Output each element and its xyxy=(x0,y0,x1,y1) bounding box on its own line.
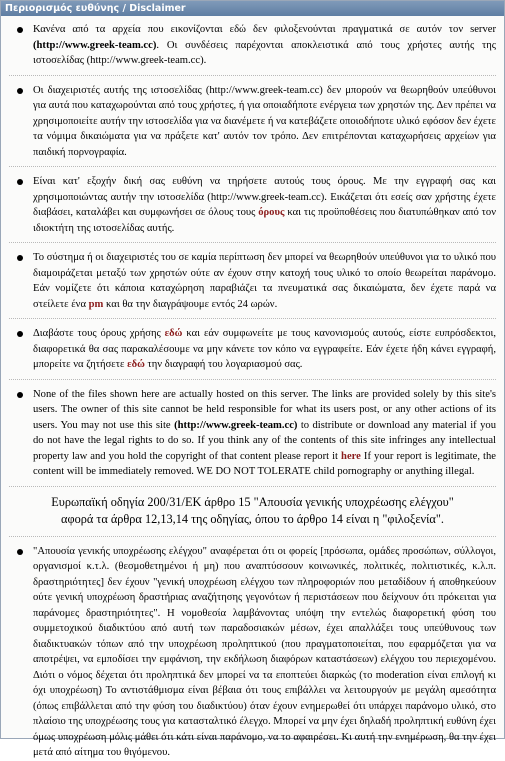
pm-link[interactable]: pm xyxy=(88,298,104,310)
bullet-icon xyxy=(17,27,23,33)
liability-explanation xyxy=(9,544,496,761)
item-text: "Απουσία γενικής υποχρέωσης ελέγχου" αναφέρεται ότι οι φορείς [πρόσωπα, ομάδες προσώπων, σύλλογοι, οργανισμοί κ.τ.λ. (θεσμοθετημένοι ή μη) που αναπτύσσουν κοινωνικές, πολιτικές, πολιτιστικές, κ.λ.π. δραστηριότητες] δεν έχουν "γενική υποχρέωση ελέγχου των πληροφοριών που μεταδίδουν ή αποθηκεύουν ούτε γενική υποχρέωση δραστήριας αναζήτησης γεγονότων ή περιστάσεων που δείχνουν ότι πρόκειται για παράνομες δραστηριότητες". Η νομοθεσία λαμβάνοντας υπόψη την εντελώς διαφορετική φύση του συμμετοχικού διαδικτύου από αυτή των παραδοσιακών μέσων, έχει απαλλάξει τους υπεύθυνους των διαδικτυακών τόπων από την υποχρέωση προληπτικού (που πραγματοποιείται, που εφαρμόζεται για να αποτρέψει, να εμποδίσει την εμφάνιση, την εκδήλωση διαφόρων καταστάσεων) ελέγχου του περιεχομένου. Διότι ο νόμος δέχεται ότι προληπτικά δεν μπορεί να τα εποπτεύει διαρκώς (το moderation είναι επιλογή κι όχι υποχρέωση) Το αντιστάθμισμα είναι βέβαια ότι τους επιβάλλει να λειτουργούν με μεγάλη αμεσότητα (όπως επιβάλλεται από την φύση του διαδικτύου) όταν έχουν ενημερωθεί ότι υπάρχει παράνομο υλικό, στο πλαίσιο της υποχρέωσης τους για κατασταλτικό έλεγχο. Μπορεί να μην έχει δηλαδή προληπτική ευθύνη έχει όμως υποχρέωση μόλις μάθει ότι κάτι είναι παράνομο, να το αφαιρέσει. Κι αυτή την ενημέρωση, θα την έχει μετά από αίτημα του θιγόμενου. xyxy=(33,545,496,758)
item-text: την διαγραφή του λογαριασμού σας. xyxy=(144,359,303,370)
divider xyxy=(9,536,496,537)
panel-title: Περιορισμός ευθύνης / Disclaimer xyxy=(1,1,504,16)
delete-account-link[interactable]: εδώ xyxy=(127,359,145,370)
bullet-icon xyxy=(17,88,23,94)
disclaimer-item xyxy=(9,174,496,236)
site-url-bold: (http://www.greek-team.cc) xyxy=(174,419,298,431)
disclaimer-item xyxy=(9,83,496,161)
item-text: Το σύστημα ή οι διαχειριστές του σε καμία περίπτωση δεν μπορεί να θεωρηθούν υπεύθυνοι για το υλικό που διαμοιράζεται μεταξύ των χρηστών ούτε αν έχουν στην κατοχή τους υλικό το οποίο θεωρείται παράνομο. Εάν νομίζετε ότι κάποια καταχώρηση παραβιάζει τα πνευματικά σας δικαιώματα, δεν έχετε παρά να στείλετε ένα xyxy=(33,252,496,310)
liability-item xyxy=(9,544,496,761)
eu-directive-line2: αφορά τα άρθρα 12,13,14 της οδηγίας, όπου το άρθρο 14 είναι η "φιλοξενία". xyxy=(61,511,444,526)
divider xyxy=(9,318,496,319)
item-text: και θα την διαγράψουμε εντός 24 ωρών. xyxy=(103,298,278,310)
divider xyxy=(9,379,496,380)
disclaimer-item xyxy=(9,250,496,312)
divider xyxy=(9,75,496,76)
disclaimer-item xyxy=(9,326,496,373)
item-text: . Οι συνδέσεις παρέχονται αποκλειστικά από τους χρήστες αυτής της ιστοσελίδας (http://www.greek-team.cc). xyxy=(33,39,496,66)
disclaimer-list xyxy=(9,22,496,487)
divider xyxy=(9,486,496,487)
bullet-icon xyxy=(17,549,23,555)
terms-link[interactable]: όρους xyxy=(258,207,285,218)
item-text: Είναι κατ' εξοχήν δική σας ευθύνη να τηρήσετε αυτούς τους όρους. Με την εγγραφή σας και χρησιμοποιώντας αυτήν την ιστοσελίδα (http://www.greek-team.cc). Εικάζεται ότι εσείς σαν χρήστης έχετε διαβάσει, καταλάβει και συμφωνήσει σε όλους τους xyxy=(33,176,496,218)
disclaimer-item xyxy=(9,387,496,480)
eu-directive-heading xyxy=(9,494,496,528)
disclaimer-item xyxy=(9,22,496,69)
site-url-bold: (http://www.greek-team.cc) xyxy=(33,39,157,51)
item-text: If your report is legitimate, the content will be immediately removed. WE DO NOT TOLERATE child pornography or anything illegal. xyxy=(33,450,496,477)
bullet-icon xyxy=(17,255,23,261)
item-text: και εάν συμφωνείτε με τους κανονισμούς αυτούς, είστε ευπρόσδεκτοι, διαφορετικά θα σας παρακαλέσουμε να μην κάνετε τον κόπο να εγγραφείτε. Εάν έχετε ήδη κάνει εγγραφή, μπορείτε να ζητήσετε xyxy=(33,328,497,370)
bullet-icon xyxy=(17,331,23,337)
divider xyxy=(9,242,496,243)
item-text: Κανένα από τα αρχεία που εικονίζονται εδώ δεν φιλοξενούνται πραγματικά σε αυτόν τον server xyxy=(33,24,496,35)
report-link[interactable]: here xyxy=(341,450,361,462)
bullet-icon xyxy=(17,179,23,185)
divider xyxy=(9,166,496,167)
item-text: Διαβάστε τους όρους χρήσης xyxy=(33,328,165,339)
disclaimer-content xyxy=(1,16,504,761)
item-text: None of the files shown here are actually hosted on this server. The links are provided solely by this site's users. The owner of this site cannot be held responsible for what its users post, or any other actions of its users. You may not use this site xyxy=(33,388,496,431)
terms-here-link[interactable]: εδώ xyxy=(164,328,183,339)
item-text: και τις προϋποθέσεις που διατυπώθηκαν από τον ιδιοκτήτη της ιστοσελίδας αυτής. xyxy=(33,207,497,234)
bullet-icon xyxy=(17,392,23,398)
item-text: to distribute or download any material if you do not have the legal rights to do so. If you think any of the contents of this site infringes any intellectual property law and you hold the copyright of that content please report it xyxy=(33,419,496,462)
eu-directive-line1: Ευρωπαϊκή οδηγία 200/31/ΕΚ άρθρο 15 "Απουσία γενικής υποχρέωσης ελέγχου" xyxy=(51,494,454,509)
item-text: Οι διαχειριστές αυτής της ιστοσελίδας (http://www.greek-team.cc) δεν μπορούν να θεωρηθούν υπεύθυνοι για αυτά που καταχωρούνται από τους χρήστες, ή για οποιαδήποτε ενέργεια των χρηστών της. Δεν πρέπει να χρησιμοποιείτε αυτήν την ιστοσελίδα για να διανέμετε ή να κατεβάζετε οποιοδήποτε υλικό εφόσον δεν έχετε τα νόμιμα δικαιώματα για να πράξετε κατ' αυτόν τον τρόπο. Δεν επιτρέπονται καταχωρήσεις αρχείων για παιδική πορνογραφία. xyxy=(33,84,496,158)
